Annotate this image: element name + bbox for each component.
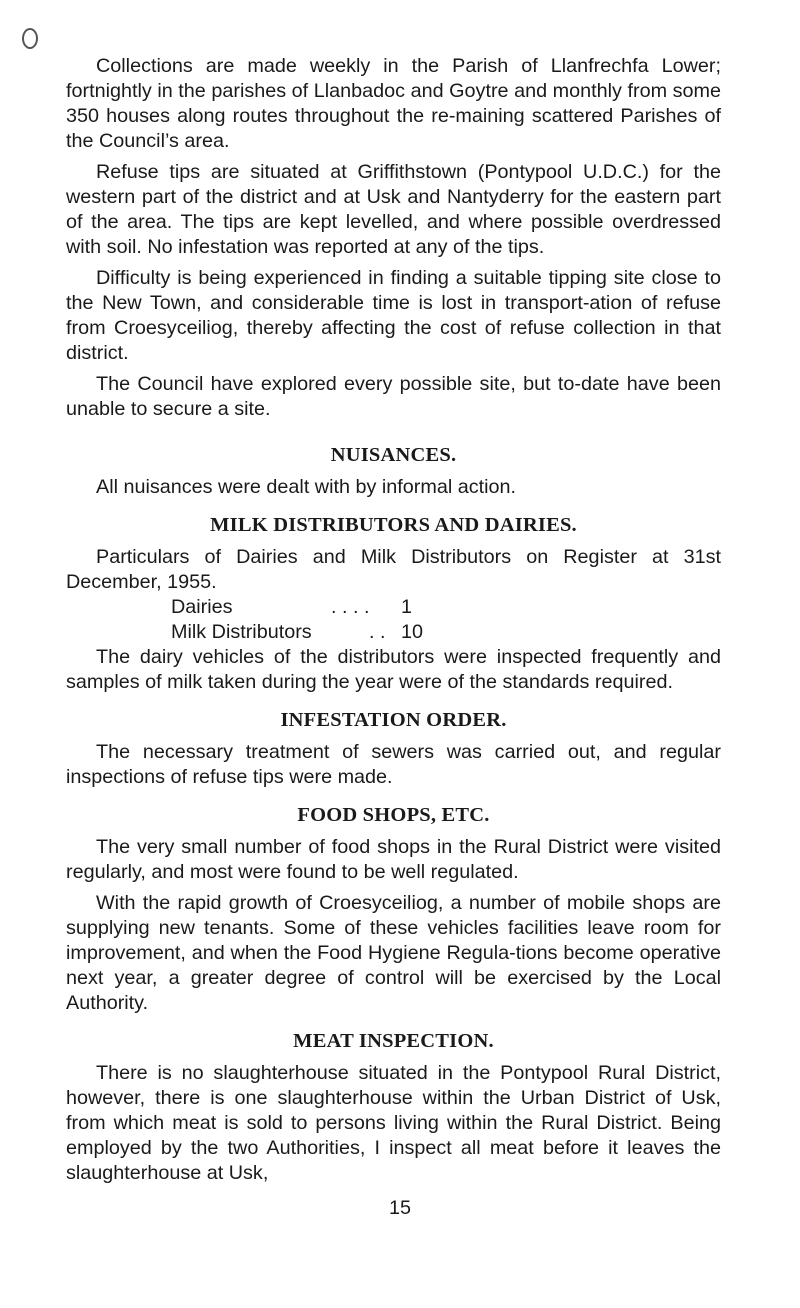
table-row-value: 10 xyxy=(401,621,424,643)
table-row-value: 1 xyxy=(401,596,413,618)
collections-paragraph: Collections are made weekly in the Parish of Llanfrechfa Lower; fortnightly in the parishes of Llanbadoc and Goytre and monthly from some 350 houses along routes throughout the re-maining scattered Parishes of the Council’s area. xyxy=(66,55,721,152)
meat-heading: MEAT INSPECTION. xyxy=(293,1030,494,1052)
table-row xyxy=(171,620,721,645)
table-row-label: Dairies xyxy=(171,596,233,618)
infestation-paragraph: The necessary treatment of sewers was carried out, and regular inspections of refuse tips were made. xyxy=(66,741,721,788)
page-number: 15 xyxy=(388,1197,411,1219)
meat-paragraph: There is no slaughterhouse situated in the Pontypool Rural District, however, there is one slaughterhouse within the Urban District of Usk, from which meat is sold to persons living within the Rural District. Being employed by the two Authorities, I inspect all meat before it leaves the slaughterhouse at Usk, xyxy=(66,1062,721,1184)
milk-heading: MILK DISTRIBUTORS AND DAIRIES. xyxy=(210,514,577,536)
table-row-label: Milk Distributors xyxy=(171,621,312,643)
document-page xyxy=(66,54,721,1192)
milk-intro-paragraph: Particulars of Dairies and Milk Distributors on Register at 31st December, 1955. xyxy=(66,546,721,593)
table-row-dots: . . xyxy=(369,621,386,643)
infestation-heading: INFESTATION ORDER. xyxy=(280,709,507,731)
food-shops-paragraph-1: The very small number of food shops in the Rural District were visited regularly, and most were found to be well regulated. xyxy=(66,836,721,883)
nuisances-heading: NUISANCES. xyxy=(330,444,457,466)
punch-hole-mark xyxy=(22,28,38,49)
nuisances-paragraph: All nuisances were dealt with by informal action. xyxy=(96,476,517,498)
food-shops-heading: FOOD SHOPS, ETC. xyxy=(297,804,490,826)
table-row-dots: . . . . xyxy=(331,596,370,618)
council-explored-paragraph: The Council have explored every possible site, but to-date have been unable to secure a site. xyxy=(66,373,721,420)
difficulty-paragraph: Difficulty is being experienced in finding a suitable tipping site close to the New Town, and considerable time is lost in transport-ation of refuse from Croesyceiliog, thereby affecting the cost of refuse collection in that district. xyxy=(66,267,721,364)
dairies-table xyxy=(171,595,721,645)
refuse-tips-paragraph: Refuse tips are situated at Griffithstown (Pontypool U.D.C.) for the western part of the district and at Usk and Nantyderry for the eastern part of the area. The tips are kept levelled, and where possible overdressed with soil. No infestation was reported at any of the tips. xyxy=(66,161,721,258)
food-shops-paragraph-2: With the rapid growth of Croesyceiliog, a number of mobile shops are supplying new tenants. Some of these vehicles facilities leave room for improvement, and when the Food Hygiene Regula-tions become operative next year, a greater degree of control will be exercised by the Local Authority. xyxy=(66,892,721,1014)
table-row xyxy=(171,595,721,620)
milk-vehicles-paragraph: The dairy vehicles of the distributors were inspected frequently and samples of milk taken during the year were of the standards required. xyxy=(66,646,721,693)
